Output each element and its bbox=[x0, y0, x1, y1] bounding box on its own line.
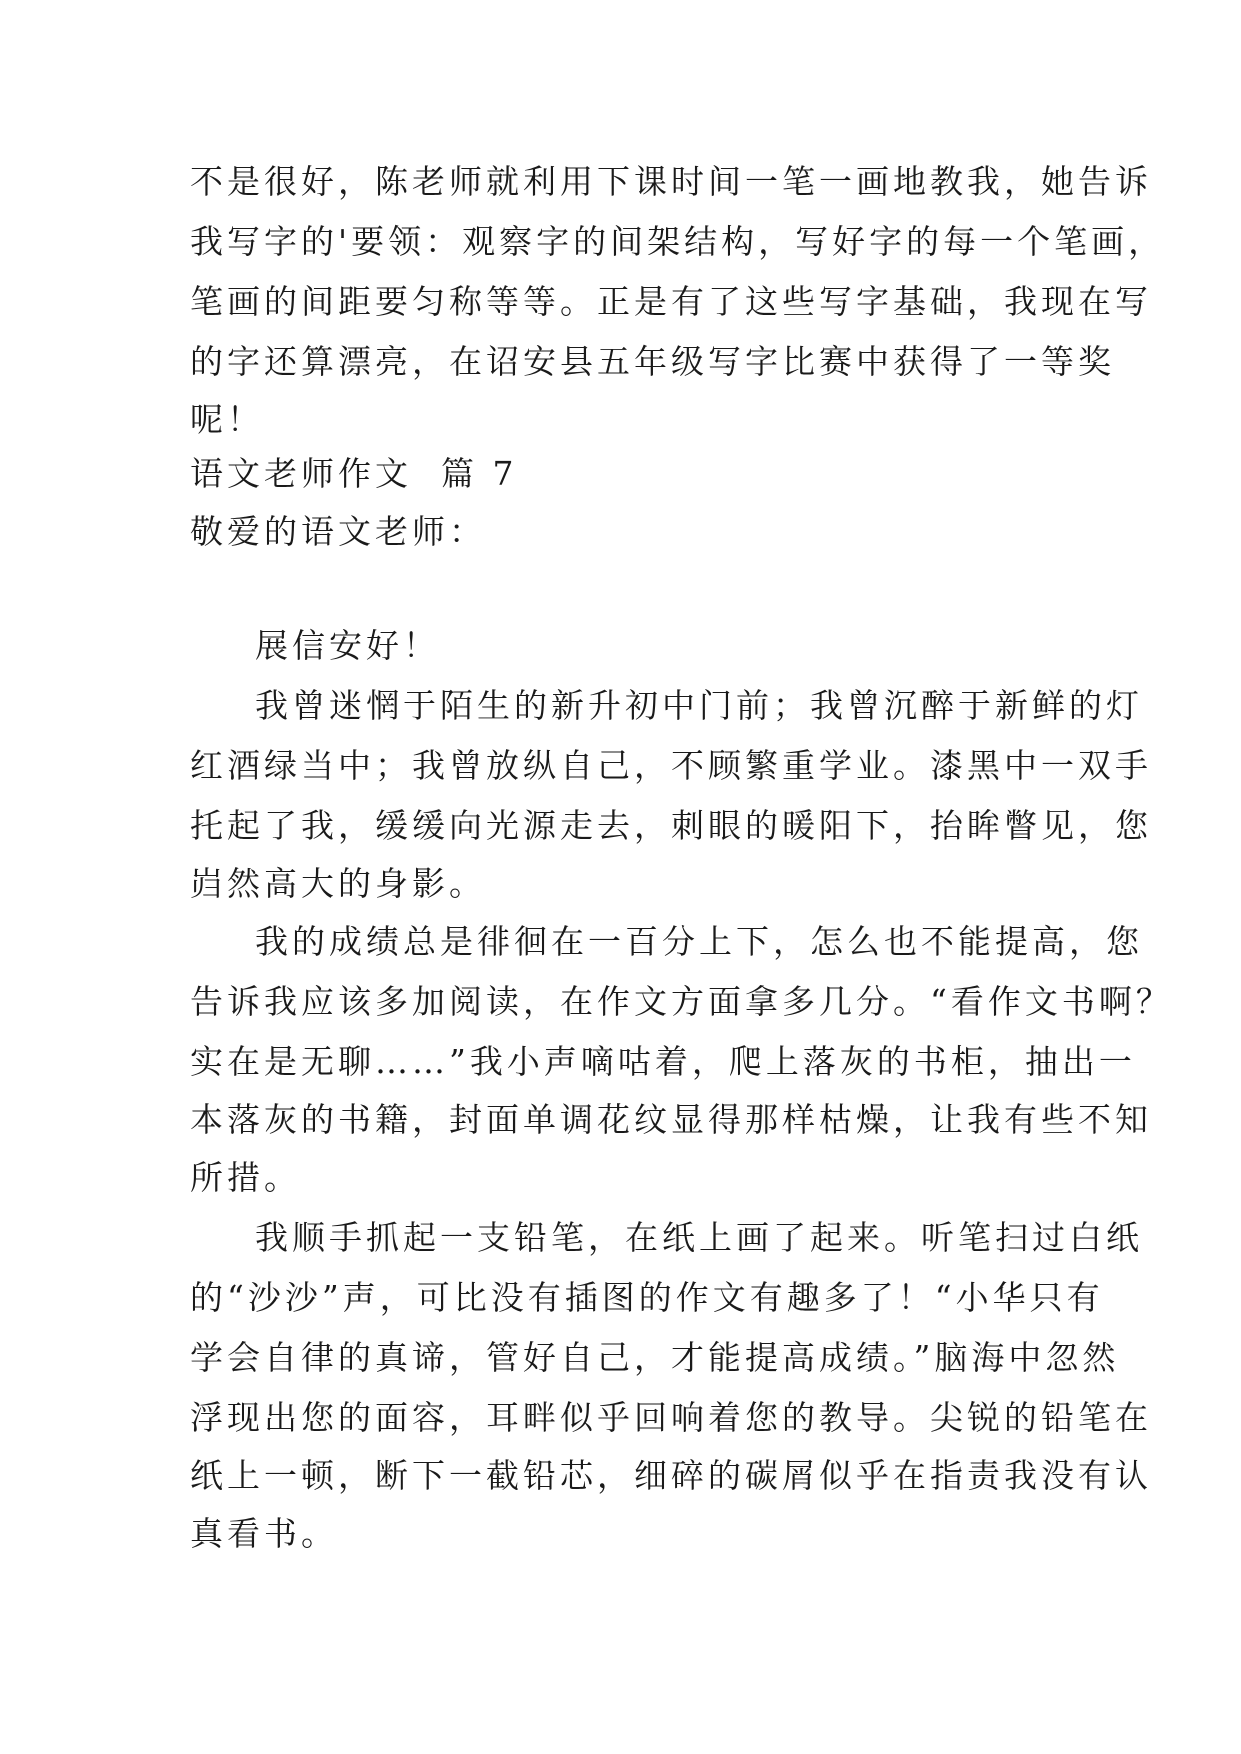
text-line: 真看书。 bbox=[190, 1514, 338, 1553]
text-line: 所措。 bbox=[190, 1158, 301, 1197]
letter-greeting: 展信安好！ bbox=[255, 626, 440, 665]
text-line: 实在是无聊……”我小声嘀咕着，爬上落灰的书柜，抽出一 bbox=[190, 1042, 1136, 1081]
text-line: 岿然高大的身影。 bbox=[190, 864, 486, 903]
section-heading: 语文老师作文 篇 7 bbox=[190, 454, 518, 493]
text-line: 纸上一顿，断下一截铅芯，细碎的碳屑似乎在指责我没有认 bbox=[190, 1456, 1152, 1495]
text-line: 托起了我，缓缓向光源走去，刺眼的暖阳下，抬眸瞥见，您 bbox=[190, 806, 1152, 845]
text-line: 告诉我应该多加阅读，在作文方面拿多几分。“看作文书啊？ bbox=[190, 982, 1173, 1021]
text-line: 浮现出您的面容，耳畔似乎回响着您的教导。尖锐的铅笔在 bbox=[190, 1398, 1152, 1437]
text-line: 笔画的间距要匀称等等。正是有了这些写字基础，我现在写 bbox=[190, 282, 1152, 321]
text-line: 的字还算漂亮，在诏安县五年级写字比赛中获得了一等奖 bbox=[190, 342, 1115, 381]
text-line: 我顺手抓起一支铅笔，在纸上画了起来。听笔扫过白纸 bbox=[255, 1218, 1143, 1257]
text-line: 呢！ bbox=[190, 400, 264, 439]
text-line: 本落灰的书籍，封面单调花纹显得那样枯燥，让我有些不知 bbox=[190, 1100, 1152, 1139]
text-line: 我曾迷惘于陌生的新升初中门前；我曾沉醉于新鲜的灯 bbox=[255, 686, 1143, 725]
text-line: 学会自律的真谛，管好自己，才能提高成绩。”脑海中忽然 bbox=[190, 1338, 1120, 1377]
text-line: 的“沙沙”声，可比没有插图的作文有趣多了！“小华只有 bbox=[190, 1278, 1104, 1317]
text-line: 红酒绿当中；我曾放纵自己，不顾繁重学业。漆黑中一双手 bbox=[190, 746, 1152, 785]
text-line: 我写字的'要领：观察字的间架结构，写好字的每一个笔画， bbox=[190, 222, 1166, 261]
text-line: 不是很好，陈老师就利用下课时间一笔一画地教我，她告诉 bbox=[190, 162, 1152, 201]
text-line: 我的成绩总是徘徊在一百分上下，怎么也不能提高，您 bbox=[255, 922, 1143, 961]
letter-salutation: 敬爱的语文老师： bbox=[190, 512, 486, 551]
